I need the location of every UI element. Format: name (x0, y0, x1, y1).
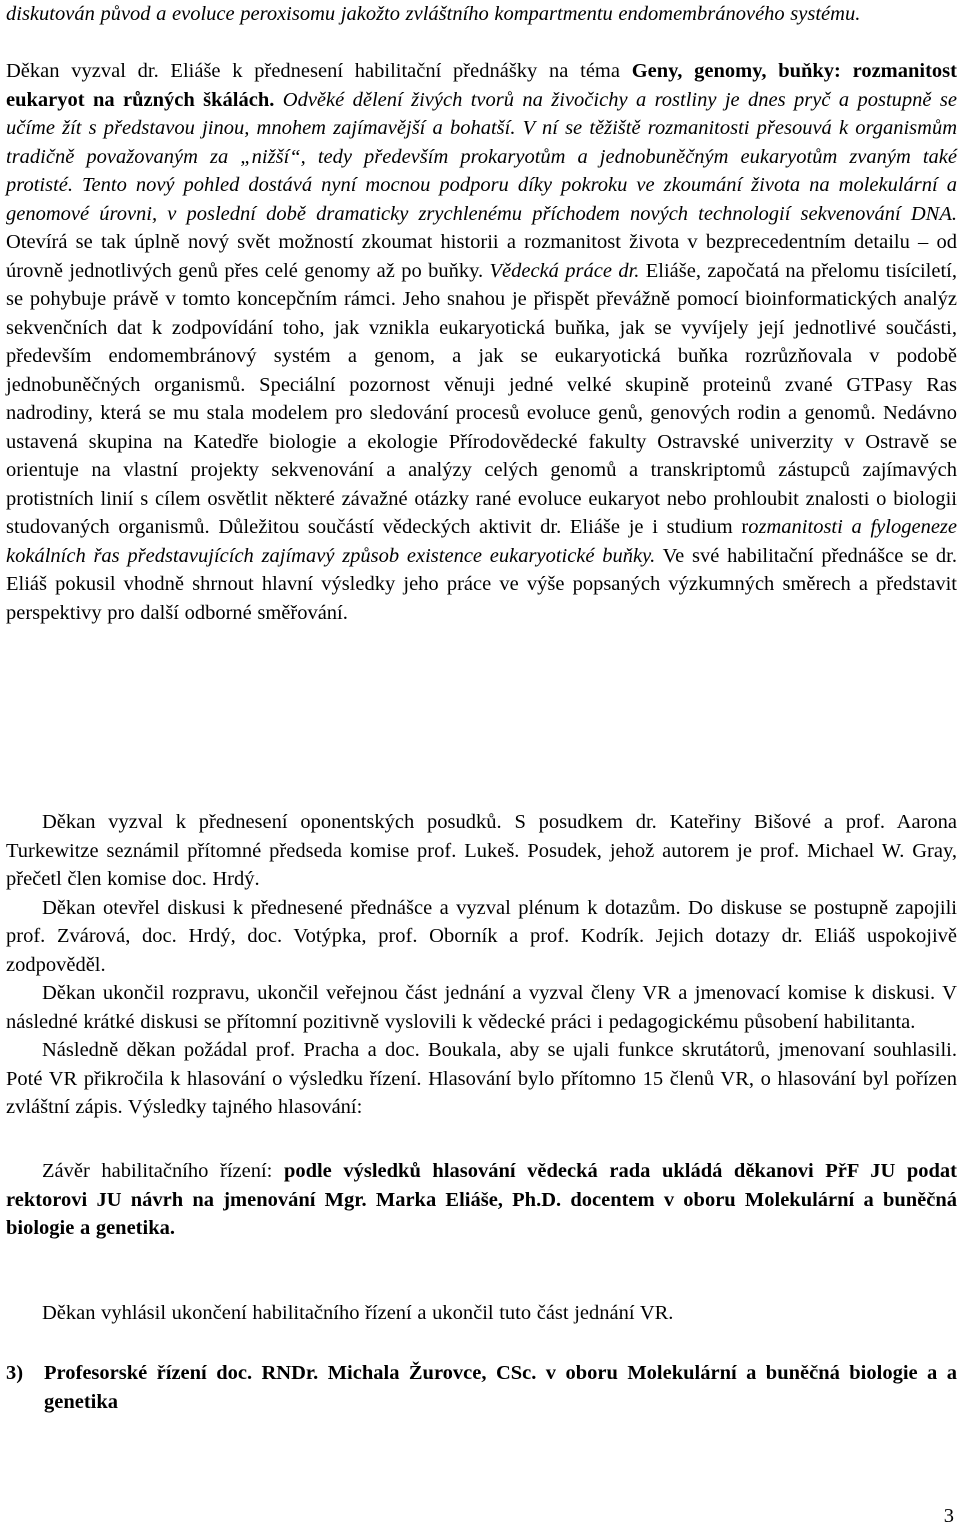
lecture-topic: Geny, genomy, buňky: rozmanitost eukaryot na různých škálách. (6, 60, 957, 111)
section-heading (6, 1359, 957, 1416)
lecture-abstract-normal-1: Otevírá se tak úplně nový svět možností zkoumat historii a rozmanitost života v bezprecedentním detailu – od úrovně jednotlivých genů přes celé genomy až po buňky. (6, 231, 957, 282)
closed-session-paragraph: Děkan ukončil rozpravu, ukončil veřejnou část jednání a vyzval členy VR a jmenovací komise k diskusi. V následné krátké diskusi se přítomní pozitivně vyslovili k vědecké práci i pedagogickému působení habilitanta. (6, 982, 957, 1033)
voting-paragraph: Následně děkan požádal prof. Pracha a doc. Boukala, aby se ujali funkce skrutátorů, jmenovaní souhlasili. Poté VR přikročila k hlasování o výsledku řízení. Hlasování bylo přítomno 15 členů VR, o hlasování byl pořízen zvláštní zápis. Výsledky tajného hlasování: (6, 1039, 957, 1118)
discussion-paragraph: Děkan otevřel diskusi k přednesené přednášce a vyzval plénum k dotazům. Do diskuse se postupně zapojili prof. Zvárová, doc. Hrdý, doc. Votýpka, prof. Oborník a prof. Kodrík. Jejich dotazy dr. Eliáš uspokojivě zodpověděl. (6, 896, 957, 976)
lecture-abstract-normal-2: Eliáše, započatá na přelomu tisíciletí, se pohybuje právě v tomto koncepčním rámci. Jeho snahou je přispět převážně pomocí bioinformatických analýz sekvenčních dat k zodpovídání toho, jak vznikla eukaryotická buňka, jak se vyvíjely její jednotlivé součásti, především endomembránový systém a genom, a jak se eukaryotická buňka rozrůzňovala v podobě jednobuněčných organismů. Speciální pozornost věnuji jedné velké skupině proteinů zvané GTPasy Ras nadrodiny, která se mu stala modelem pro sledování procesů evoluce genů, genových rodin a genomů. Nedávno ustavená skupina na Katedře biologie a ekologie Přírodovědecké fakulty Ostravské univerzity v Ostravě se orientuje na vlastní projekty sekvenování a analýzy celých genomů a transkriptomů zástupců zajímavých protistních linií s cílem osvětlit některé závažné otázky rané evoluce eukaryot nebo prohloubit znalosti o biologii studovaných organismů. Důležitou součástí vědeckých aktivit dr. Eliáše je i studium r (6, 259, 957, 538)
lecture-abstract-italic-2: Vědecká práce dr. (483, 259, 640, 282)
closing-paragraph (6, 1299, 673, 1328)
carryover-paragraph (6, 0, 860, 29)
lecture-abstract-italic-3: ozmanitosti a fylogeneze kokálních řas představujících zajímavý způsob existence eukaryotické buňky. (6, 516, 958, 567)
page-number: 3 (943, 1505, 954, 1527)
closing-text: Děkan vyhlásil ukončení habilitačního řízení a ukončil tuto část jednání VR. (42, 1302, 674, 1324)
conclusion-label: Závěr habilitačního řízení: (42, 1160, 284, 1182)
conclusion-paragraph (6, 1157, 957, 1243)
lecture-intro: Děkan vyzval dr. Eliáše k přednesení habilitační přednášky na téma (6, 60, 632, 82)
carryover-text: diskutován původ a evoluce peroxisomu jakožto zvláštního kompartmentu endomembránového systému. (6, 3, 861, 25)
lecture-abstract-italic-1: Odvěké dělení živých tvorů na živočichy a rostliny je dnes pryč a postupně se učíme žít s představou jinou, mnohem zajímavější a bohatší. V ní se těžiště rozmanitosti přesouvá k organismům tradičně považovaným za „nižší“, tedy především prokaryotům a jednobuněčným eukaryotům zvaným také protisté. Tento nový pohled dostává nyní mocnou podporu díky pokroku ve zkoumání života na molekulární a genomové úrovni, v poslední době dramaticky zrychlenému příchodem nových technologií sekvenování DNA. (6, 88, 957, 225)
lecture-paragraph (6, 57, 957, 627)
section-number: 3) (6, 1362, 24, 1384)
opponents-section (6, 808, 957, 1122)
opponents-paragraph: Děkan vyzval k přednesení oponentských posudků. S posudkem dr. Kateřiny Bišové a prof. Aarona Turkewitze seznámil přítomné předseda komise prof. Lukeš. Posudek, jehož autorem je prof. Michael W. Gray, přečetl člen komise doc. Hrdý. (6, 811, 957, 890)
section-title: Profesorské řízení doc. RNDr. Michala Žurovce, CSc. v oboru Molekulární a buněčná biologie a a genetika (44, 1362, 957, 1413)
lecture-closing: Ve své habilitační přednášce se dr. Eliáš pokusil vhodně shrnout hlavní výsledky jeho práce ve výše popsaných výzkumných směrech a představit perspektivy pro další odborné směřování. (6, 544, 957, 624)
conclusion-text: podle výsledků hlasování vědecká rada ukládá děkanovi PřF JU podat rektorovi JU návrh na jmenování Mgr. Marka Eliáše, Ph.D. docentem v oboru Molekulární a buněčná biologie a genetika. (6, 1160, 957, 1239)
